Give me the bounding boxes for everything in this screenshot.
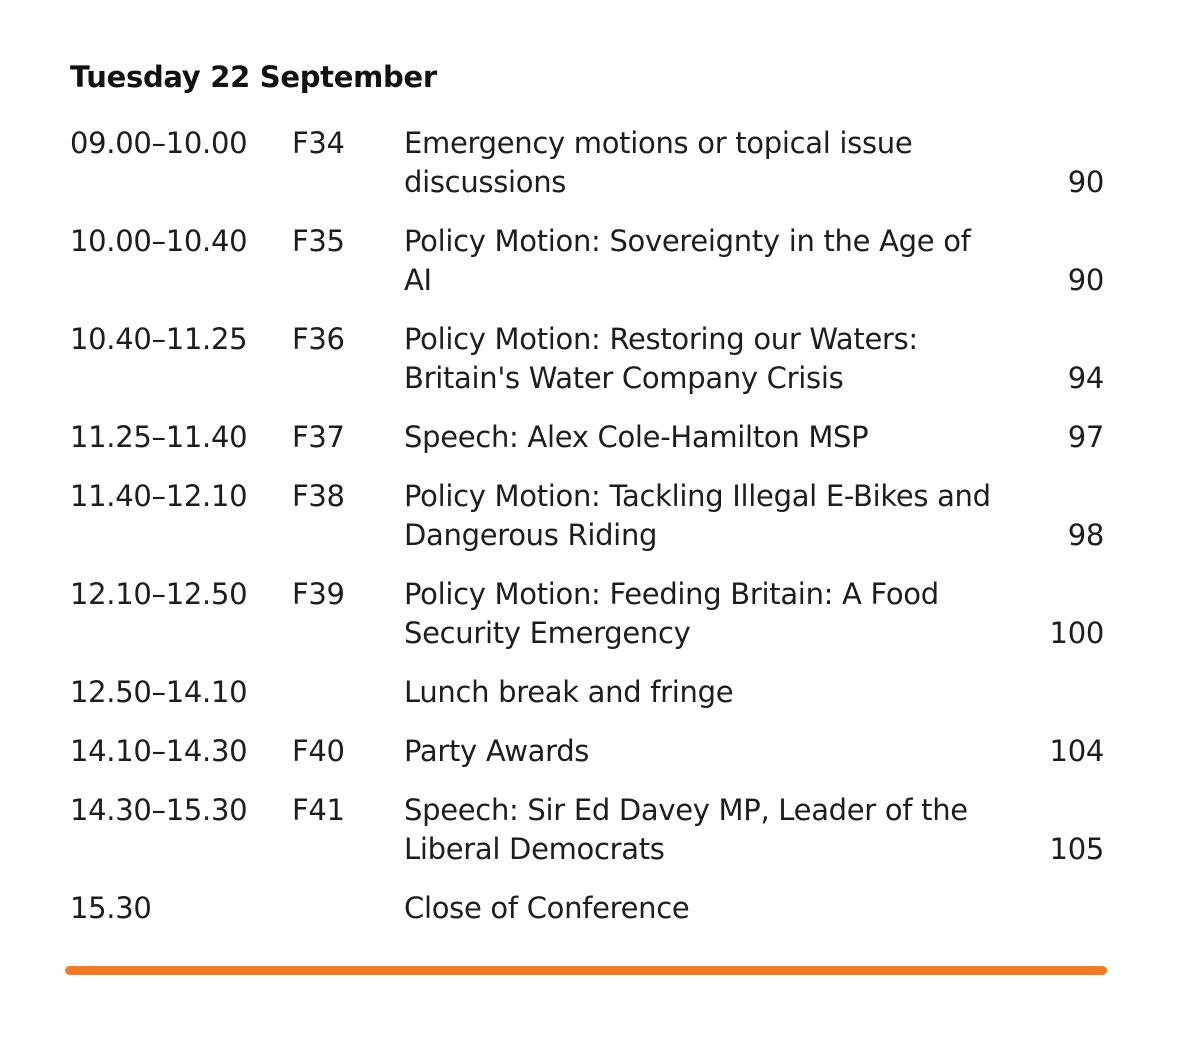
session-code: F35	[292, 224, 345, 258]
session-code: F38	[292, 479, 345, 513]
agenda-row	[70, 477, 1104, 555]
session-page-number: 98	[1067, 518, 1104, 552]
session-title: Policy Motion: Tackling Illegal E-Bikes and Dangerous Riding	[404, 479, 991, 552]
agenda-row	[70, 673, 1104, 712]
session-title: Lunch break and fringe	[404, 675, 734, 709]
session-title: Policy Motion: Restoring our Waters: Britain's Water Company Crisis	[404, 322, 918, 395]
session-time: 12.10–12.50	[70, 577, 248, 611]
agenda-row	[70, 124, 1104, 202]
session-time: 14.10–14.30	[70, 734, 248, 768]
session-page-number: 105	[1049, 832, 1104, 866]
session-code	[292, 889, 404, 928]
agenda-row	[70, 575, 1104, 653]
session-title: Party Awards	[404, 734, 590, 768]
agenda-row	[70, 732, 1104, 771]
session-title: Policy Motion: Sovereignty in the Age of AI	[404, 224, 971, 297]
session-code: F39	[292, 577, 345, 611]
agenda-row	[70, 418, 1104, 457]
session-time: 12.50–14.10	[70, 675, 248, 709]
session-time: 09.00–10.00	[70, 126, 248, 160]
day-heading: Tuesday 22 September	[70, 60, 437, 94]
session-title: Close of Conference	[404, 891, 690, 925]
session-page-number: 100	[1049, 616, 1104, 650]
session-page-number: 90	[1067, 165, 1104, 199]
session-page-number: 94	[1067, 361, 1104, 395]
session-time: 15.30	[70, 891, 152, 925]
session-title: Policy Motion: Feeding Britain: A Food Security Emergency	[404, 577, 939, 650]
session-time: 14.30–15.30	[70, 793, 248, 827]
orange-divider	[65, 966, 1107, 975]
agenda-row	[70, 222, 1104, 300]
agenda-table	[70, 124, 1104, 948]
session-time: 10.40–11.25	[70, 322, 248, 356]
session-title: Emergency motions or topical issue discussions	[404, 126, 913, 199]
session-page-number: 90	[1067, 263, 1104, 297]
session-code: F34	[292, 126, 345, 160]
agenda-row	[70, 889, 1104, 928]
agenda-row	[70, 320, 1104, 398]
session-page-number: 97	[1067, 420, 1104, 454]
session-code: F40	[292, 734, 345, 768]
session-time: 11.25–11.40	[70, 420, 248, 454]
session-code	[292, 673, 404, 712]
session-time: 11.40–12.10	[70, 479, 248, 513]
session-title: Speech: Sir Ed Davey MP, Leader of the Liberal Democrats	[404, 793, 968, 866]
session-code: F37	[292, 420, 345, 454]
session-code: F41	[292, 793, 345, 827]
agenda-row	[70, 791, 1104, 869]
session-time: 10.00–10.40	[70, 224, 248, 258]
session-page-number: 104	[1049, 734, 1104, 768]
session-code: F36	[292, 322, 345, 356]
session-title: Speech: Alex Cole-Hamilton MSP	[404, 420, 869, 454]
